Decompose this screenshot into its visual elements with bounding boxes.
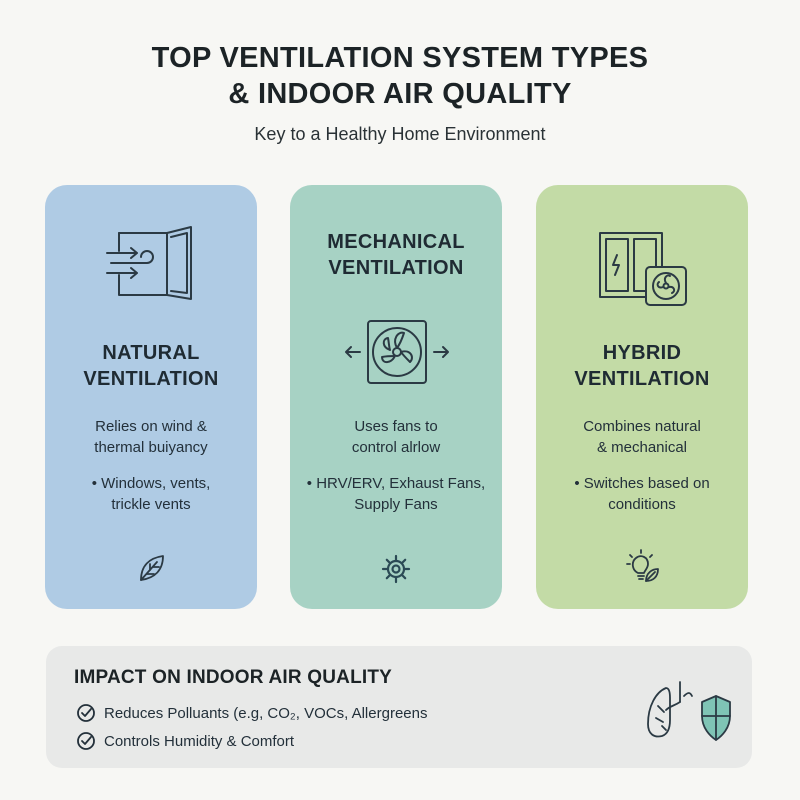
impact-item-text: Reduces Polluants (e.g, CO₂, VOCs, Allergreens bbox=[104, 704, 428, 722]
card-description-line-1: Uses fans to bbox=[354, 418, 438, 435]
card-bullet bbox=[298, 473, 494, 515]
card-description bbox=[55, 416, 247, 458]
page-subtitle: Key to a Healthy Home Environment bbox=[254, 124, 546, 144]
impact-item bbox=[76, 731, 294, 751]
check-circle-icon bbox=[76, 703, 96, 723]
open-window-airflow-icon bbox=[103, 225, 199, 309]
card-title-line-1: MECHANICAL bbox=[327, 231, 465, 253]
card-description-line-2: thermal buiyancy bbox=[94, 439, 208, 456]
page-title bbox=[0, 40, 800, 112]
card-bullet-line-2: trickle vents bbox=[111, 496, 191, 513]
card-title-line-1: NATURAL bbox=[102, 342, 200, 364]
card-hybrid-ventilation bbox=[536, 185, 748, 609]
card-bullet-line-2: conditions bbox=[608, 496, 676, 513]
card-bullet bbox=[544, 473, 740, 515]
card-bullet-line-1: • Windows, vents, bbox=[91, 475, 211, 492]
impact-item bbox=[76, 703, 427, 723]
card-description bbox=[546, 416, 738, 458]
card-bullet-line-2: Supply Fans bbox=[354, 496, 438, 513]
card-bullet bbox=[53, 473, 249, 515]
impact-item-text: Controls Humidity & Comfort bbox=[104, 732, 295, 750]
window-and-fan-icon bbox=[596, 229, 696, 309]
check-circle-icon bbox=[76, 731, 96, 751]
card-title-line-1: HYBRID bbox=[602, 342, 682, 364]
card-description-line-1: Combines natural bbox=[583, 418, 701, 435]
card-title bbox=[45, 340, 257, 392]
card-description-line-2: & mechanical bbox=[596, 439, 688, 456]
lightbulb-leaf-icon bbox=[622, 547, 662, 587]
fan-unit-icon bbox=[342, 317, 452, 389]
card-mechanical-ventilation bbox=[290, 185, 502, 609]
card-natural-ventilation bbox=[45, 185, 257, 609]
card-title-line-2: VENTILATION bbox=[328, 257, 464, 279]
card-title-line-2: VENTILATION bbox=[83, 368, 219, 390]
card-title bbox=[290, 229, 502, 281]
card-description bbox=[300, 416, 492, 458]
title-line-2: & INDOOR AIR QUALITY bbox=[228, 78, 572, 110]
leaf-icon bbox=[135, 552, 167, 584]
card-description-line-2: control alrlow bbox=[351, 439, 441, 456]
card-title-line-2: VENTILATION bbox=[574, 368, 710, 390]
title-line-1: TOP VENTILATION SYSTEM TYPES bbox=[151, 42, 649, 74]
card-bullet-line-1: • Switches based on bbox=[574, 475, 710, 492]
gear-icon bbox=[380, 553, 412, 585]
card-title bbox=[536, 340, 748, 392]
card-description-line-1: Relies on wind & bbox=[95, 418, 207, 435]
impact-panel bbox=[46, 646, 752, 768]
card-bullet-line-1: • HRV/ERV, Exhaust Fans, bbox=[306, 475, 486, 492]
lungs-shield-icon bbox=[636, 676, 732, 748]
impact-title: IMPACT ON INDOOR AIR QUALITY bbox=[74, 667, 393, 688]
